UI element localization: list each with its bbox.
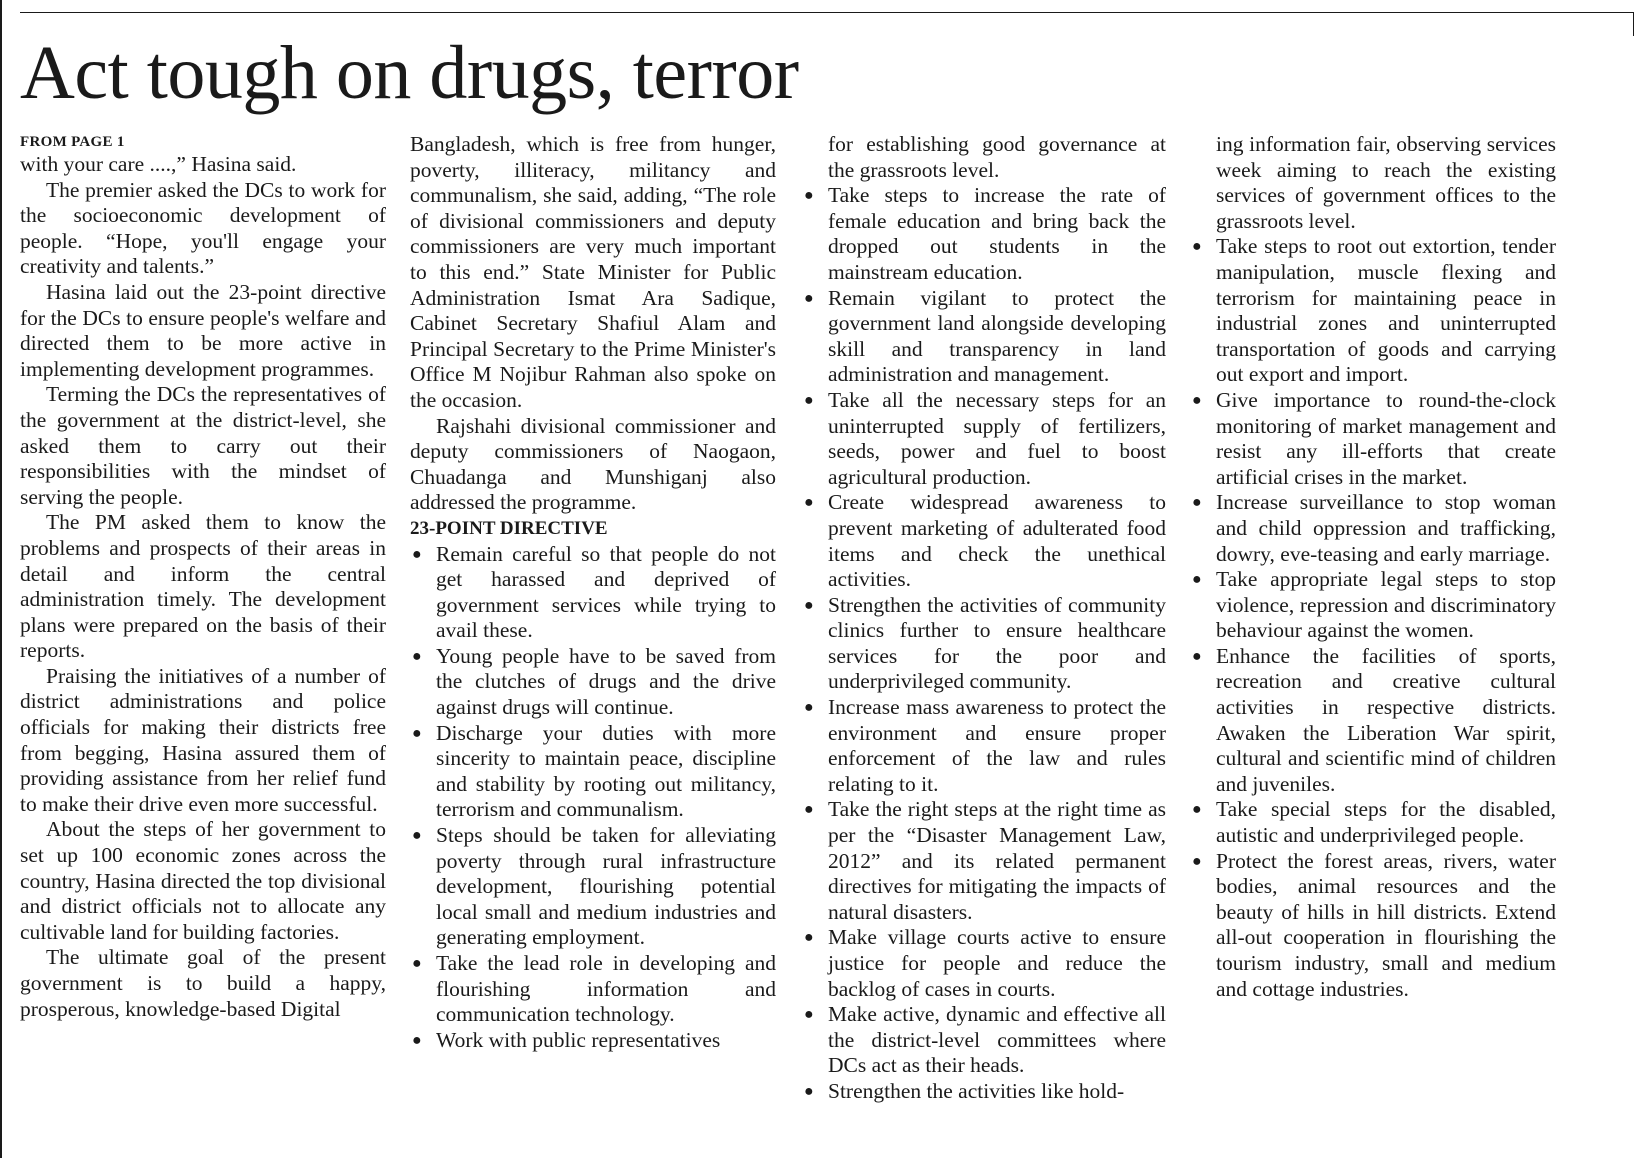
directive-item: ● Enhance the facilities of sports, recreation and creative cultural activities in respective districts. Awaken the Liberation War spirit, cultural and scientific mind of children and juveniles.: [1190, 644, 1556, 798]
directive-list: [410, 542, 776, 1054]
directive-item: ● Take all the necessary steps for an uninterrupted supply of fertilizers, seeds, power and fuel to boost agricultural production.: [802, 388, 1166, 490]
directive-continuation: for establishing good governance at the grassroots level.: [828, 132, 1166, 182]
column-4: [1190, 132, 1556, 1156]
directive-item: ● Make village courts active to ensure justice for people and reduce the backlog of cases in courts.: [802, 925, 1166, 1002]
paragraph: About the steps of her government to set up 100 economic zones across the country, Hasina directed the top divisional and district officials not to allocate any cultivable land for building factories.: [20, 817, 386, 944]
directive-item: ● Take steps to root out extortion, tender manipulation, muscle flexing and terrorism for maintaining peace in industrial zones and uninterrupted transportation of goods and carrying out export and import.: [1190, 234, 1556, 388]
paragraph: with your care ....,” Hasina said.: [20, 152, 297, 176]
paragraph: The PM asked them to know the problems and prospects of their areas in detail and inform the central administration timely. The development plans were prepared on the basis of their reports.: [20, 510, 386, 663]
top-rule: [20, 12, 1634, 13]
right-rule: [1633, 12, 1634, 36]
paragraph: The ultimate goal of the present government is to build a happy, prosperous, knowledge-based Digital: [20, 945, 386, 1021]
directive-item: ● Young people have to be saved from the clutches of drugs and the drive against drugs will continue.: [410, 644, 776, 721]
directive-item: ● Take special steps for the disabled, autistic and underprivileged people.: [1190, 797, 1556, 848]
directive-item: ● Discharge your duties with more sincerity to maintain peace, discipline and stability by rooting out militancy, terrorism and communalism.: [410, 721, 776, 823]
directive-item: ● Strengthen the activities of community clinics further to ensure healthcare services for the poor and underprivileged community.: [802, 593, 1166, 695]
directive-item: ● Remain vigilant to protect the government land alongside developing skill and transparency in land administration and management.: [802, 286, 1166, 388]
directive-item: ● Strengthen the activities like hold-: [802, 1079, 1166, 1105]
directive-continuation: ing information fair, observing services week aiming to reach the existing services of government offices to the grassroots level.: [1216, 132, 1556, 233]
column-1: [20, 132, 386, 1156]
from-page-label: FROM PAGE 1: [20, 134, 125, 150]
directive-item: ● Take the lead role in developing and flourishing information and communication technology.: [410, 951, 776, 1028]
directive-item: ● Remain careful so that people do not get harassed and deprived of government services while trying to avail these.: [410, 542, 776, 644]
column-2: [410, 132, 776, 1156]
directive-list: [802, 183, 1166, 1104]
directive-list: [1190, 234, 1556, 1002]
column-3: [802, 132, 1166, 1156]
directive-item: ● Give importance to round-the-clock monitoring of market management and resist any ill-efforts that create artificial crises in the market.: [1190, 388, 1556, 490]
directive-item: ● Create widespread awareness to prevent marketing of adulterated food items and check the unethical activities.: [802, 490, 1166, 592]
directive-heading: 23-POINT DIRECTIVE: [410, 517, 608, 539]
directive-item: ● Make active, dynamic and effective all the district-level committees where DCs act as their heads.: [802, 1002, 1166, 1079]
paragraph: The premier asked the DCs to work for the socioeconomic development of people. “Hope, you'll engage your creativity and talents.”: [20, 177, 386, 279]
directive-item: ● Increase surveillance to stop woman and child oppression and trafficking, dowry, eve-teasing and early marriage.: [1190, 490, 1556, 567]
directive-item: ● Take appropriate legal steps to stop violence, repression and discriminatory behaviour against the women.: [1190, 567, 1556, 644]
paragraph: Terming the DCs the representatives of the government at the district-level, she asked them to carry out their responsibilities with the mindset of serving the people.: [20, 382, 386, 509]
directive-item: ● Work with public representatives: [410, 1028, 776, 1054]
paragraph: Praising the initiatives of a number of district administrations and police officials for making their districts free from begging, Hasina assured them of providing assistance from her relief fund to make their drive even more successful.: [20, 663, 386, 816]
paragraph: Bangladesh, which is free from hunger, poverty, illiteracy, militancy and communalism, she said, adding, “The role of divisional commissioners and deputy commissioners are very much important to this end.” State Minister for Public Administration Ismat Ara Sadique, Cabinet Secretary Shafiul Alam and Principal Secretary to the Prime Minister's Office M Nojibur Rahman also spoke on the occasion.: [410, 132, 776, 412]
paragraph: Rajshahi divisional commissioner and deputy commissioners of Naogaon, Chuadanga and Munshiganj also addressed the programme.: [410, 413, 776, 515]
directive-item: ● Increase mass awareness to protect the environment and ensure proper enforcement of the law and rules relating to it.: [802, 695, 1166, 797]
directive-item: ● Steps should be taken for alleviating poverty through rural infrastructure development, flourishing potential local small and medium industries and generating employment.: [410, 823, 776, 951]
directive-item: ● Take the right steps at the right time as per the “Disaster Management Law, 2012” and its related permanent directives for mitigating the impacts of natural disasters.: [802, 797, 1166, 925]
directive-item: ● Take steps to increase the rate of female education and bring back the dropped out students in the mainstream education.: [802, 183, 1166, 285]
paragraph: Hasina laid out the 23-point directive for the DCs to ensure people's welfare and directed them to be more active in implementing development programmes.: [20, 279, 386, 381]
headline: Act tough on drugs, terror: [20, 31, 799, 115]
directive-item: ● Protect the forest areas, rivers, water bodies, animal resources and the beauty of hills in hill districts. Extend all-out cooperation in flourishing the tourism industry, small and medium and cottage industries.: [1190, 849, 1556, 1003]
